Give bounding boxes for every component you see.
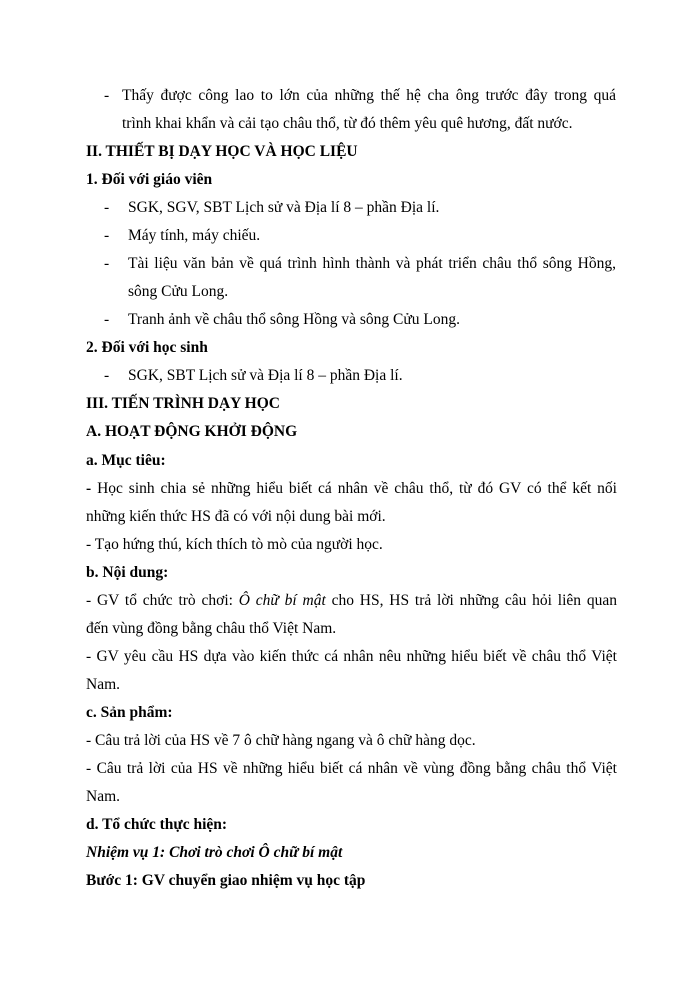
list-item-text: SGK, SGV, SBT Lịch sử và Địa lí 8 – phần Địa lí.: [128, 199, 440, 216]
task1-heading-text: Nhiệm vụ 1: Chơi trò chơi Ô chữ bí mật: [86, 844, 343, 861]
goal-line1-text: [86, 479, 617, 499]
list-item-text: sông Cửu Long.: [128, 283, 229, 300]
product-heading-text: c. Sản phẩm:: [86, 704, 173, 721]
student-heading-text: 2. Đối với học sinh: [86, 339, 208, 356]
list-item-text: Tranh ảnh về châu thổ sông Hồng và sông Cửu Long.: [128, 311, 461, 328]
content-line1-pre: - GV tổ chức trò chơi:: [86, 592, 239, 609]
goal-line3-text: - Tạo hứng thú, kích thích tò mò của người học.: [86, 536, 383, 553]
org-heading-text: d. Tổ chức thực hiện:: [86, 816, 228, 833]
goal-dash: -: [86, 480, 92, 497]
teacher-heading-text: 1. Đối với giáo viên: [86, 171, 213, 188]
product-line2-text: - Câu trả lời của HS về những hiểu biết cá nhân về vùng đồng bằng châu thổ Việt: [86, 760, 617, 777]
step1-heading-text: Bước 1: GV chuyển giao nhiệm vụ học tập: [86, 872, 366, 889]
goal-heading-text: a. Mục tiêu:: [86, 452, 166, 469]
bullet-dash: -: [104, 255, 110, 272]
activity-a-heading-text: A. HOẠT ĐỘNG KHỞI ĐỘNG: [86, 423, 298, 440]
section-iii-heading-text: III. TIẾN TRÌNH DẠY HỌC: [86, 395, 280, 412]
content-line3-text: - GV yêu cầu HS dựa vào kiến thức cá nhân nêu những hiểu biết về châu thổ Việt: [86, 648, 617, 665]
game-name: Ô chữ bí mật: [238, 592, 326, 609]
bullet-dash: -: [104, 227, 110, 244]
intro-bullet-line1: Thấy được công lao to lớn của những thế hệ cha ông trước đây trong quá: [122, 87, 616, 104]
bullet-dash: -: [104, 199, 110, 216]
bullet-dash: -: [104, 367, 110, 384]
content-line1-text: [86, 591, 617, 611]
goal-line2-text: những kiến thức HS đã có với nội dung bài mới.: [86, 508, 386, 525]
bullet-dash: -: [104, 311, 110, 328]
list-item-text: Tài liệu văn bản về quá trình hình thành và phát triển châu thổ sông Hồng,: [128, 255, 616, 272]
list-item-text: Máy tính, máy chiếu.: [128, 227, 261, 244]
product-line3-text: Nam.: [86, 788, 121, 805]
bullet-dash: -: [104, 87, 110, 104]
content-line4-text: Nam.: [86, 676, 121, 693]
content-line1-post: cho HS, HS trả lời những câu hỏi liên quan: [325, 592, 617, 609]
list-item-text: SGK, SBT Lịch sử và Địa lí 8 – phần Địa lí.: [128, 367, 403, 384]
intro-bullet-line2: trình khai khẩn và cải tạo châu thổ, từ đó thêm yêu quê hương, đất nước.: [122, 115, 573, 132]
goal-line1-body: Học sinh chia sẻ những hiểu biết cá nhân về châu thổ, từ đó GV có thể kết nối: [91, 480, 617, 497]
product-line1-text: - Câu trả lời của HS về 7 ô chữ hàng ngang và ô chữ hàng dọc.: [86, 732, 476, 749]
section-ii-heading-text: II. THIẾT BỊ DẠY HỌC VÀ HỌC LIỆU: [86, 143, 358, 160]
content-line2-text: đến vùng đồng bằng châu thổ Việt Nam.: [86, 620, 337, 637]
content-heading-text: b. Nội dung:: [86, 564, 169, 581]
